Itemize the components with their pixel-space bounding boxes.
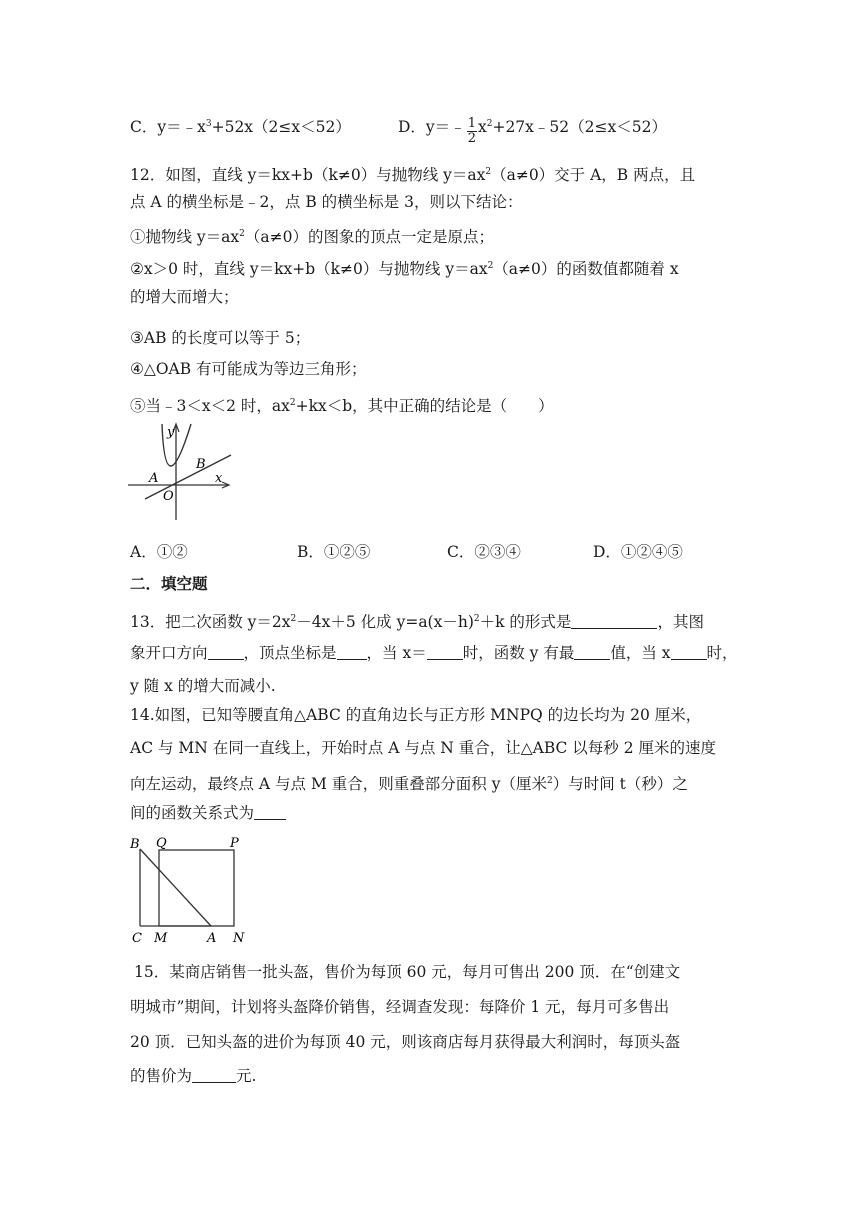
label-a: A: [149, 471, 159, 486]
q12-option-a: A．①②: [130, 543, 188, 561]
q12-line-2: 点 A 的横坐标是﹣2，点 B 的横坐标是 3，则以下结论：: [130, 193, 523, 211]
q11-option-c: C．$y=﹣x^3+52x(2\le x<52)$: [130, 118, 351, 136]
q14-line-3: 向左运动，最终点 A 与点 M 重合，则重叠部分面积 y（厘米$^2$）与时间 t（秒）之: [130, 775, 688, 793]
label-o: O: [163, 489, 174, 504]
label-y: y: [167, 425, 175, 440]
label-b: B: [196, 457, 206, 472]
triangle-side-ab: [140, 849, 211, 926]
label-q: Q: [156, 836, 167, 851]
square-mnpq: [159, 850, 234, 926]
label-x: x: [215, 471, 223, 486]
q14-line-2: AC 与 MN 在同一直线上，开始时点 A 与点 N 重合，让△ABC 以每秒 2 厘米的速度: [130, 739, 717, 757]
answer-blank[interactable]: [254, 806, 286, 820]
q12-figure: [125, 420, 240, 525]
q12-option-b: B．①②⑤: [297, 543, 371, 561]
label-b: B: [130, 837, 140, 852]
q14-line-1: 14.如图，已知等腰直角△ABC 的直角边长与正方形 MNPQ 的边长均为 20 厘米，: [130, 706, 702, 724]
answer-blank[interactable]: [574, 643, 610, 660]
q12-line-1: 12．如图，直线 y＝kx+b（k≠0）与抛物线 $y=ax^2(a\ne 0)$交于 A，B 两点，且: [130, 166, 696, 184]
label-m: M: [154, 931, 168, 946]
q11-option-d: D．y＝﹣ $\frac{1}{2}$ $x^2+27x﹣52(2\le x<52)$: [398, 116, 667, 146]
q13-line-1: 13．把二次函数 $y=2x^2-4x+5$ 化成 $y=a(x-h)^2+k$ 的形式是 ，其图: [130, 613, 704, 631]
answer-blank[interactable]: [337, 643, 367, 660]
q12-line-6: ③AB 的长度可以等于 5；: [130, 329, 311, 347]
fraction-one-half: $\frac{1}{2}$: [467, 116, 476, 146]
answer-blank[interactable]: [208, 643, 244, 660]
q15-line-3: 20 顶．已知头盔的进价为每顶 40 元，则该商店每月获得最大利润时，每顶头盔: [130, 1033, 681, 1051]
q13-line-2: 象开口方向 ，顶点坐标是 ，当 x＝ 时，函数 y 有最 值，当 x 时，: [130, 644, 738, 662]
label-a: A: [207, 931, 217, 946]
q12-line-3: ①抛物线 $y=ax^2(a\ne 0)$的图象的顶点一定是原点；: [130, 228, 494, 246]
q12-line-7: ④△OAB 有可能成为等边三角形；: [130, 360, 367, 378]
label-n: N: [233, 931, 245, 946]
answer-blank[interactable]: [671, 643, 707, 660]
q12-option-c: C．②③④: [447, 543, 521, 561]
q12-option-d: D．①②④⑤: [593, 543, 683, 561]
label-p: P: [230, 836, 239, 851]
q12-line-5: 的增大而增大；: [130, 288, 239, 306]
label-c: C: [132, 931, 142, 946]
q14-figure: [126, 832, 256, 947]
q15-line-1: 15．某商店销售一批头盔，售价为每顶 60 元，每月可售出 200 顶．在“创建文: [134, 963, 681, 981]
q12-line-8: ⑤当﹣3＜x＜2 时，$ax^2+kx<b$，其中正确的结论是（ ）: [130, 397, 554, 415]
q15-line-4: 的售价为 元.: [130, 1067, 257, 1085]
answer-blank[interactable]: [427, 643, 463, 660]
q15-line-2: 明城市”期间，计划将头盔降价销售，经调查发现：每降价 1 元，每月可多售出: [130, 998, 670, 1016]
q14-line-4: 间的函数关系式为: [130, 802, 286, 824]
section-heading: 二．填空题: [130, 575, 208, 593]
answer-blank[interactable]: [571, 612, 657, 629]
q12-line-4: ②x＞0 时，直线 y＝kx+b（k≠0）与抛物线 $y=ax^2(a\ne 0)$的函数值都随着 x: [130, 260, 679, 278]
answer-blank[interactable]: [192, 1066, 236, 1083]
q13-line-3: y 随 x 的增大而减小.: [130, 677, 276, 695]
